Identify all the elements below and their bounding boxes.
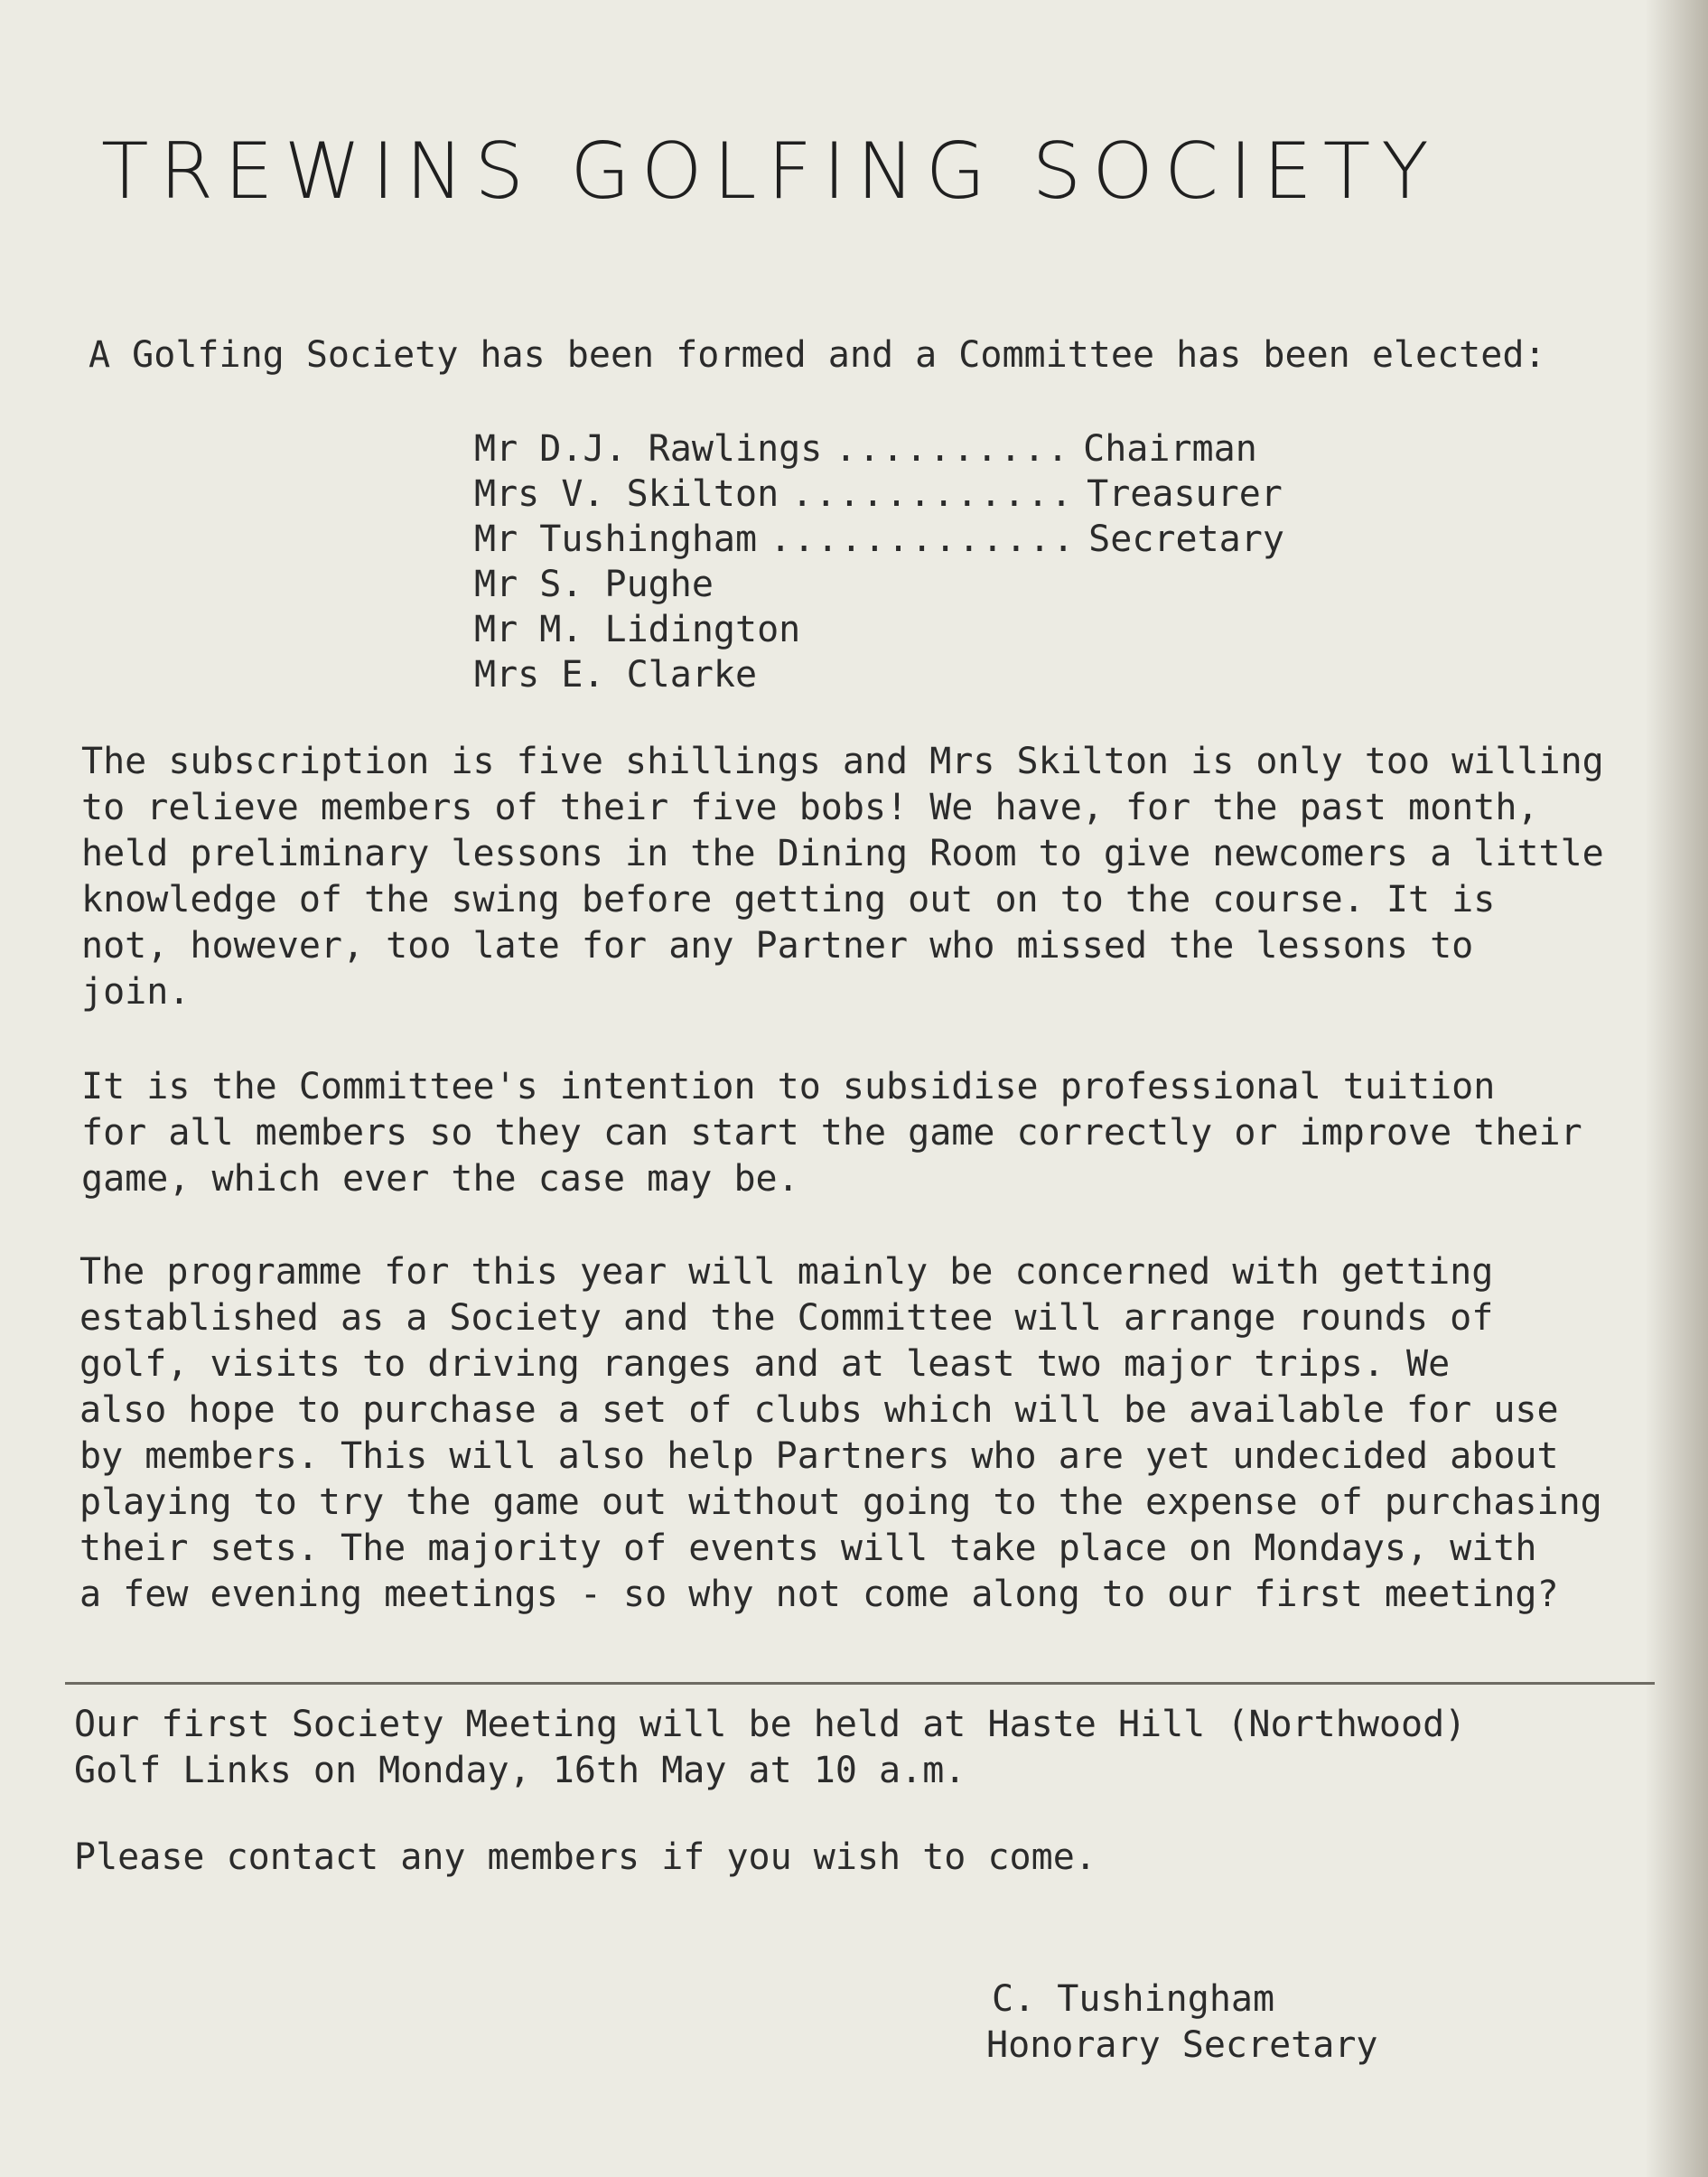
text-line: It is the Committee's intention to subsidise professional tuition: [81, 1066, 1496, 1107]
signatory-name: C. Tushingham: [992, 1978, 1275, 2020]
page-binding-shadow: [1645, 0, 1708, 2177]
intro-text: A Golfing Society has been formed and a Committee has been elected:: [89, 334, 1546, 376]
text-line: a few evening meetings - so why not come along to our first meeting?: [79, 1574, 1559, 1615]
text-line: The programme for this year will mainly be concerned with getting: [79, 1251, 1494, 1293]
leader-dots: .............: [770, 519, 1077, 560]
text-line: not, however, too late for any Partner who missed the lessons to: [81, 925, 1474, 967]
contact-note: Please contact any members if you wish to come.: [74, 1836, 1097, 1878]
text-line: knowledge of the swing before getting out on to the course. It is: [81, 879, 1496, 920]
text-line: playing to try the game out without going to the expense of purchasing: [79, 1481, 1602, 1523]
member-role: Chairman: [1083, 428, 1257, 470]
tuition-paragraph: [81, 1064, 1582, 1202]
member-name: Mr S. Pughe: [474, 564, 714, 605]
member-name: Mr Tushingham: [474, 519, 758, 560]
committee-list: [474, 426, 1284, 697]
text-line: The subscription is five shillings and Mrs Skilton is only too willing: [81, 741, 1604, 782]
text-line: for all members so they can start the game correctly or improve their: [81, 1112, 1582, 1154]
member-role: Treasurer: [1087, 473, 1283, 515]
text-line: established as a Society and the Committee will arrange rounds of: [79, 1297, 1494, 1339]
committee-member: [474, 472, 1284, 517]
text-line: by members. This will also help Partners who are yet undecided about: [79, 1435, 1559, 1477]
text-line: game, which ever the case may be.: [81, 1158, 799, 1200]
committee-member: [474, 652, 1284, 697]
committee-member: [474, 426, 1284, 472]
text-line: Our first Society Meeting will be held at Haste Hill (Northwood): [74, 1704, 1467, 1745]
text-line: golf, visits to driving ranges and at least two major trips. We: [79, 1343, 1451, 1385]
text-line: their sets. The majority of events will take place on Mondays, with: [79, 1528, 1537, 1569]
committee-member: [474, 562, 1284, 607]
section-divider: [65, 1682, 1655, 1685]
member-name: Mrs V. Skilton: [474, 473, 779, 515]
document-title: TREWINS GOLFING SOCIETY: [101, 126, 1440, 217]
member-name: Mr M. Lidington: [474, 609, 801, 650]
text-line: held preliminary lessons in the Dining Room to give newcomers a little: [81, 833, 1604, 874]
committee-member: [474, 607, 1284, 652]
programme-paragraph: [79, 1249, 1602, 1618]
member-role: Secretary: [1088, 519, 1284, 560]
text-line: join.: [81, 971, 191, 1013]
signatory-title: Honorary Secretary: [986, 2024, 1378, 2066]
text-line: Golf Links on Monday, 16th May at 10 a.m.: [74, 1750, 966, 1791]
committee-member: [474, 517, 1284, 562]
signature-block: [986, 1976, 1377, 2069]
subscription-paragraph: [81, 739, 1604, 1015]
text-line: also hope to purchase a set of clubs which will be available for use: [79, 1389, 1559, 1431]
leader-dots: ............: [791, 473, 1075, 515]
leader-dots: ..........: [835, 428, 1071, 470]
text-line: to relieve members of their five bobs! We have, for the past month,: [81, 787, 1539, 828]
member-name: Mr D.J. Rawlings: [474, 428, 823, 470]
member-name: Mrs E. Clarke: [474, 654, 758, 696]
meeting-notice: [74, 1702, 1466, 1794]
